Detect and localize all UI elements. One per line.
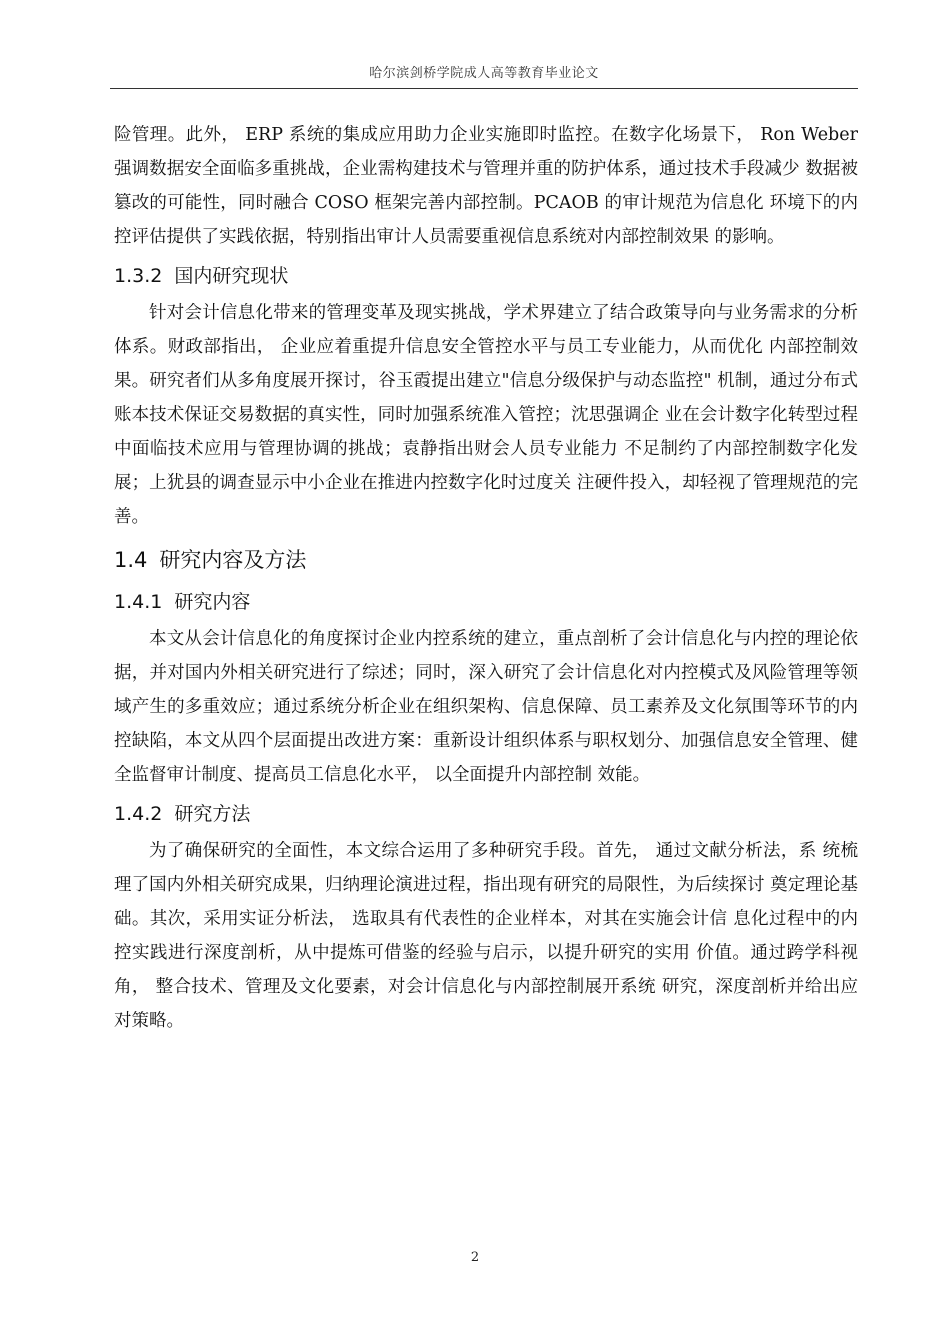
section-heading-1-4 [114,540,858,580]
paragraph-research-content: 本文从会计信息化的角度探讨企业内控系统的建立，重点剖析了会计信息化与内控的理论依据，并对国内外相关研究进行了综述；同时，深入研究了会计信息化对内控模式及风险管理等领域产生的多重效应；通过系统分析企业在组织架构、信息保障、员工素养及文化氛围等环节的内控缺陷，本文从四个层面提出改进方案：重新设计组织体系与职权划分、加强信息安全管理、健全监督审计制度、提高员工信息化水平， 以全面提升内部控制 效能。 [114,629,858,785]
section-number: 1.4.1 [114,591,163,613]
section-heading-1-3-2 [114,258,858,294]
section-title: 研究方法 [174,803,251,825]
paragraph-domestic-research: 针对会计信息化带来的管理变革及现实挑战，学术界建立了结合政策导向与业务需求的分析体系。财政部指出， 企业应着重提升信息安全管控水平与员工专业能力，从而优化 内部控制效果。研究者们从多角度展开探讨，谷玉霞提出建立"信息分级保护与动态监控" 机制，通过分布式账本技术保证交易数据的真实性，同时加强系统准入管控；沈思强调企 业在会计数字化转型过程中面临技术应用与管理协调的挑战；袁静指出财会人员专业能力 不足制约了内部控制数字化发展；上犹县的调查显示中小企业在推进内控数字化时过度关 注硬件投入，却轻视了管理规范的完善。 [114,303,858,527]
page-body [114,118,858,1038]
section-title: 研究内容 [174,591,251,613]
section-number: 1.4 [114,548,148,572]
paragraph-foreign-research-continued: 险管理。此外， ERP 系统的集成应用助力企业实施即时监控。在数字化场景下， Ron Weber 强调数据安全面临多重挑战，企业需构建技术与管理并重的防护体系，通过技术手段减少 数据被篡改的可能性，同时融合 COSO 框架完善内部控制。PCAOB 的审计规范为信息化 环境下的内控评估提供了实践依据，特别指出审计人员需要重视信息系统对内部控制效果 的影响。 [114,125,858,247]
paragraph-research-methods: 为了确保研究的全面性，本文综合运用了多种研究手段。首先， 通过文献分析法，系 统梳理了国内外相关研究成果，归纳理论演进过程，指出现有研究的局限性，为后续探讨 奠定理论基础。其次，采用实证分析法， 选取具有代表性的企业样本，对其在实施会计信 息化过程中的内控实践进行深度剖析，从中提炼可借鉴的经验与启示，以提升研究的实用 价值。通过跨学科视角， 整合技术、管理及文化要素，对会计信息化与内部控制展开系统 研究，深度剖析并给出应对策略。 [114,841,858,1031]
section-heading-1-4-2 [114,796,858,832]
header-divider [110,88,858,89]
section-number: 1.3.2 [114,265,163,287]
section-heading-1-4-1 [114,584,858,620]
section-title: 研究内容及方法 [159,548,307,572]
page-number: 2 [470,1250,480,1265]
running-header: 哈尔滨剑桥学院成人高等教育毕业论文 [369,66,599,81]
section-number: 1.4.2 [114,803,163,825]
section-title: 国内研究现状 [174,265,289,287]
